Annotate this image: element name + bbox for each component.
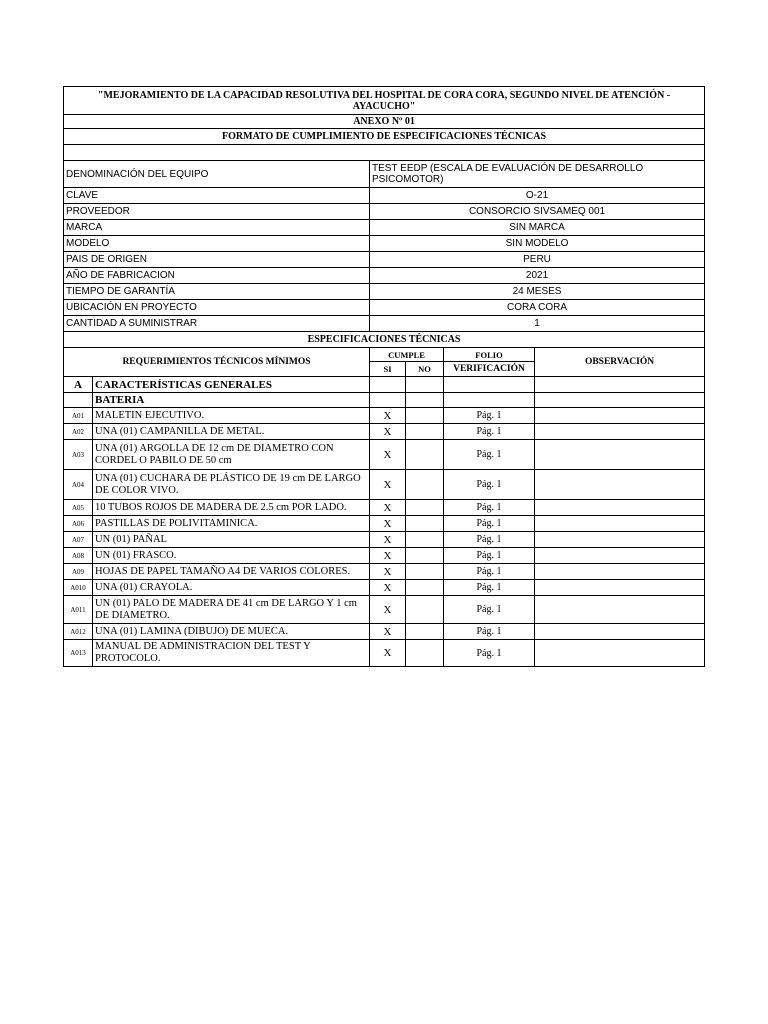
col-observacion: OBSERVACIÓN bbox=[535, 348, 705, 377]
column-header-row bbox=[64, 348, 705, 362]
section-title: CARACTERÍSTICAS GENERALES bbox=[93, 377, 370, 393]
table-row bbox=[64, 440, 705, 470]
item-code: A09 bbox=[64, 564, 93, 580]
item-description: UN (01) FRASCO. bbox=[93, 548, 370, 564]
info-row bbox=[64, 284, 705, 300]
section-row bbox=[64, 377, 705, 393]
empty-cell bbox=[370, 393, 406, 408]
info-row bbox=[64, 161, 705, 188]
item-description: HOJAS DE PAPEL TAMAÑO A4 DE VARIOS COLORES. bbox=[93, 564, 370, 580]
info-value: TEST EEDP (ESCALA DE EVALUACIÓN DE DESARROLLO PSICOMOTOR) bbox=[370, 161, 705, 188]
folio-value: Pág. 1 bbox=[444, 640, 535, 667]
info-label: MODELO bbox=[64, 236, 370, 252]
folio-value: Pág. 1 bbox=[444, 596, 535, 624]
item-code: A012 bbox=[64, 624, 93, 640]
cumple-no-mark bbox=[406, 470, 444, 500]
empty-cell bbox=[444, 377, 535, 393]
folio-value: Pág. 1 bbox=[444, 516, 535, 532]
folio-value: Pág. 1 bbox=[444, 440, 535, 470]
cumple-si-mark: X bbox=[370, 548, 406, 564]
info-value: PERU bbox=[370, 252, 705, 268]
table-row bbox=[64, 500, 705, 516]
observation-cell bbox=[535, 440, 705, 470]
cumple-no-mark bbox=[406, 500, 444, 516]
item-description: UNA (01) CAMPANILLA DE METAL. bbox=[93, 424, 370, 440]
cumple-si-mark: X bbox=[370, 596, 406, 624]
info-row bbox=[64, 188, 705, 204]
cumple-si-mark: X bbox=[370, 500, 406, 516]
observation-cell bbox=[535, 596, 705, 624]
folio-value: Pág. 1 bbox=[444, 532, 535, 548]
info-value: O-21 bbox=[370, 188, 705, 204]
item-description: 10 TUBOS ROJOS DE MADERA DE 2.5 cm POR LADO. bbox=[93, 500, 370, 516]
cumple-si-mark: X bbox=[370, 516, 406, 532]
folio-value: Pág. 1 bbox=[444, 564, 535, 580]
cumple-si-mark: X bbox=[370, 470, 406, 500]
empty-cell bbox=[406, 393, 444, 408]
folio-value: Pág. 1 bbox=[444, 580, 535, 596]
info-row bbox=[64, 252, 705, 268]
table-row bbox=[64, 640, 705, 667]
info-value: 1 bbox=[370, 316, 705, 332]
info-label: DENOMINACIÓN DEL EQUIPO bbox=[64, 161, 370, 188]
cumple-no-mark bbox=[406, 516, 444, 532]
cumple-si-mark: X bbox=[370, 624, 406, 640]
table-row bbox=[64, 532, 705, 548]
observation-cell bbox=[535, 564, 705, 580]
format-title: FORMATO DE CUMPLIMIENTO DE ESPECIFICACIONES TÉCNICAS bbox=[64, 129, 705, 145]
folio-value: Pág. 1 bbox=[444, 624, 535, 640]
col-si: SI bbox=[370, 362, 406, 377]
section-letter: A bbox=[64, 377, 93, 393]
col-folio: FOLIO bbox=[444, 348, 535, 362]
observation-cell bbox=[535, 624, 705, 640]
table-row bbox=[64, 470, 705, 500]
info-value: CORA CORA bbox=[370, 300, 705, 316]
info-label: MARCA bbox=[64, 220, 370, 236]
info-label: PAIS DE ORIGEN bbox=[64, 252, 370, 268]
cumple-si-mark: X bbox=[370, 440, 406, 470]
item-code: A08 bbox=[64, 548, 93, 564]
item-description: UNA (01) ARGOLLA DE 12 cm DE DIAMETRO CON CORDEL O PABILO DE 50 cm bbox=[93, 440, 370, 470]
col-verificacion: VERIFICACIÓN bbox=[444, 362, 535, 377]
table-row bbox=[64, 564, 705, 580]
observation-cell bbox=[535, 548, 705, 564]
cumple-si-mark: X bbox=[370, 408, 406, 424]
subsection-title: BATERIA bbox=[93, 393, 370, 408]
info-value: 24 MESES bbox=[370, 284, 705, 300]
info-value: SIN MODELO bbox=[370, 236, 705, 252]
subsection-row bbox=[64, 393, 705, 408]
table-row bbox=[64, 516, 705, 532]
item-code: A06 bbox=[64, 516, 93, 532]
empty-cell bbox=[370, 377, 406, 393]
empty-cell bbox=[406, 377, 444, 393]
info-row bbox=[64, 220, 705, 236]
info-label: CANTIDAD A SUMINISTRAR bbox=[64, 316, 370, 332]
info-value: CONSORCIO SIVSAMEQ 001 bbox=[370, 204, 705, 220]
item-description: UNA (01) CRAYOLA. bbox=[93, 580, 370, 596]
cumple-no-mark bbox=[406, 564, 444, 580]
cumple-si-mark: X bbox=[370, 532, 406, 548]
cumple-no-mark bbox=[406, 596, 444, 624]
item-description: UN (01) PALO DE MADERA DE 41 cm DE LARGO Y 1 cm DE DIAMETRO. bbox=[93, 596, 370, 624]
info-value: SIN MARCA bbox=[370, 220, 705, 236]
item-description: UNA (01) LAMINA (DIBUJO) DE MUECA. bbox=[93, 624, 370, 640]
cumple-no-mark bbox=[406, 440, 444, 470]
specification-sheet bbox=[63, 86, 705, 667]
folio-value: Pág. 1 bbox=[444, 470, 535, 500]
empty-cell bbox=[535, 393, 705, 408]
cumple-no-mark bbox=[406, 548, 444, 564]
table-row bbox=[64, 424, 705, 440]
cumple-no-mark bbox=[406, 640, 444, 667]
item-description: PASTILLAS DE POLIVITAMINICA. bbox=[93, 516, 370, 532]
info-label: TIEMPO DE GARANTÍA bbox=[64, 284, 370, 300]
table-row bbox=[64, 580, 705, 596]
folio-value: Pág. 1 bbox=[444, 500, 535, 516]
item-description: UN (01) PAÑAL bbox=[93, 532, 370, 548]
annex-title: ANEXO Nº 01 bbox=[64, 115, 705, 129]
item-code: A01 bbox=[64, 408, 93, 424]
info-row bbox=[64, 204, 705, 220]
item-description: UNA (01) CUCHARA DE PLÁSTICO DE 19 cm DE LARGO DE COLOR VIVO. bbox=[93, 470, 370, 500]
info-label: AÑO DE FABRICACION bbox=[64, 268, 370, 284]
item-code: A03 bbox=[64, 440, 93, 470]
col-cumple: CUMPLE bbox=[370, 348, 444, 362]
cumple-si-mark: X bbox=[370, 564, 406, 580]
observation-cell bbox=[535, 580, 705, 596]
info-value: 2021 bbox=[370, 268, 705, 284]
info-row bbox=[64, 316, 705, 332]
specs-title: ESPECIFICACIONES TÉCNICAS bbox=[64, 332, 705, 348]
item-code: A011 bbox=[64, 596, 93, 624]
cumple-si-mark: X bbox=[370, 580, 406, 596]
observation-cell bbox=[535, 532, 705, 548]
item-code: A05 bbox=[64, 500, 93, 516]
item-code: A07 bbox=[64, 532, 93, 548]
info-label: UBICACIÓN EN PROYECTO bbox=[64, 300, 370, 316]
observation-cell bbox=[535, 500, 705, 516]
cumple-si-mark: X bbox=[370, 424, 406, 440]
cumple-no-mark bbox=[406, 624, 444, 640]
folio-value: Pág. 1 bbox=[444, 408, 535, 424]
item-description: MANUAL DE ADMINISTRACION DEL TEST Y PROTOCOLO. bbox=[93, 640, 370, 667]
empty-cell bbox=[64, 393, 93, 408]
cumple-no-mark bbox=[406, 424, 444, 440]
cumple-no-mark bbox=[406, 532, 444, 548]
info-label: CLAVE bbox=[64, 188, 370, 204]
info-row bbox=[64, 300, 705, 316]
folio-value: Pág. 1 bbox=[444, 424, 535, 440]
cumple-no-mark bbox=[406, 408, 444, 424]
info-row bbox=[64, 236, 705, 252]
observation-cell bbox=[535, 470, 705, 500]
specs-title-row bbox=[64, 332, 705, 348]
spacer-row bbox=[64, 145, 705, 161]
table-row bbox=[64, 596, 705, 624]
empty-cell bbox=[444, 393, 535, 408]
item-code: A02 bbox=[64, 424, 93, 440]
cumple-si-mark: X bbox=[370, 640, 406, 667]
info-label: PROVEEDOR bbox=[64, 204, 370, 220]
observation-cell bbox=[535, 516, 705, 532]
item-description: MALETIN EJECUTIVO. bbox=[93, 408, 370, 424]
item-code: A04 bbox=[64, 470, 93, 500]
col-requirements: REQUERIMIENTOS TÉCNICOS MÍNIMOS bbox=[64, 348, 370, 377]
info-row bbox=[64, 268, 705, 284]
cumple-no-mark bbox=[406, 580, 444, 596]
item-code: A010 bbox=[64, 580, 93, 596]
empty-cell bbox=[535, 377, 705, 393]
observation-cell bbox=[535, 408, 705, 424]
table-row bbox=[64, 548, 705, 564]
observation-cell bbox=[535, 640, 705, 667]
table-row bbox=[64, 408, 705, 424]
col-no: NO bbox=[406, 362, 444, 377]
folio-value: Pág. 1 bbox=[444, 548, 535, 564]
observation-cell bbox=[535, 424, 705, 440]
project-title: "MEJORAMIENTO DE LA CAPACIDAD RESOLUTIVA DEL HOSPITAL DE CORA CORA, SEGUNDO NIVEL DE ATENCIÓN - AYACUCHO" bbox=[64, 87, 705, 115]
item-code: A013 bbox=[64, 640, 93, 667]
table-row bbox=[64, 624, 705, 640]
